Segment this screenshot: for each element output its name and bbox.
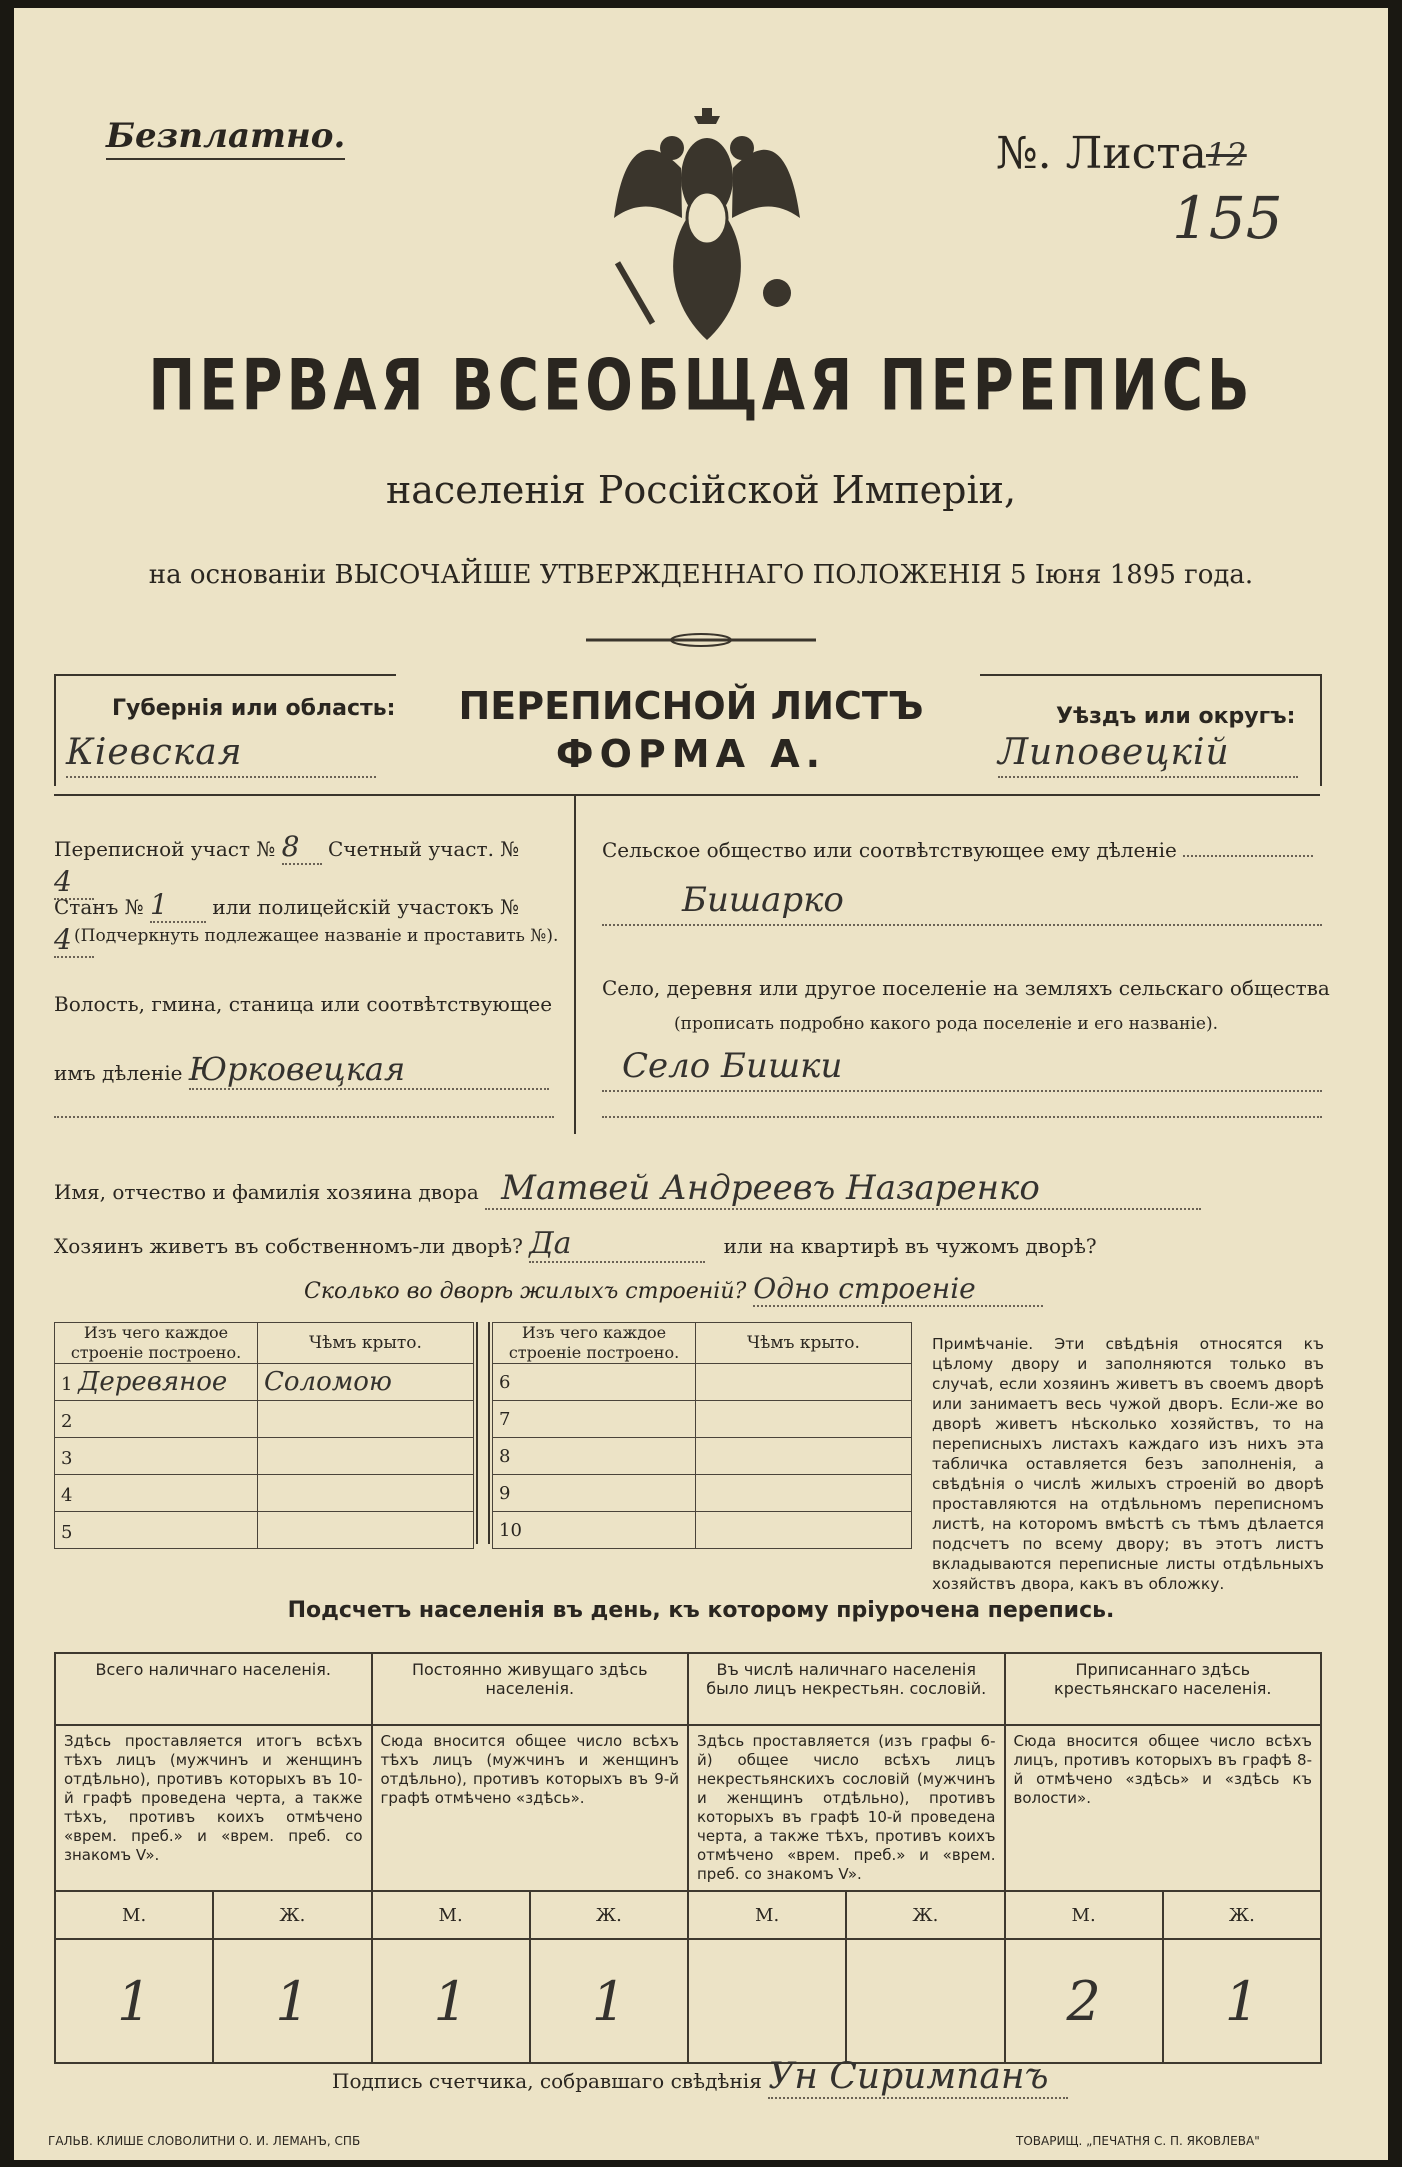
- building-cell-material: [55, 1512, 258, 1549]
- building-row: [493, 1475, 912, 1512]
- population-group-description: Сюда вносится общее число всѣхъ лицъ, противъ которыхъ въ графѣ 8-й отмѣчено «здѣсь» и «здѣсь къ волости».: [1005, 1725, 1322, 1891]
- building-cell-material: [55, 1364, 258, 1401]
- police-label: или полицейскій участокъ №: [212, 895, 520, 919]
- female-count-value: [846, 1939, 1004, 2063]
- footer-right: ТОВАРИЩ. „ПЕЧАТНЯ С. П. ЯКОВЛЕВА": [1016, 2134, 1260, 2148]
- population-table: [54, 1652, 1322, 2064]
- building-number: 6: [499, 1371, 511, 1393]
- province-value: Кіевская: [66, 732, 376, 778]
- owner-value: Матвей Андреевъ Назаренко: [485, 1168, 1201, 1210]
- female-column-header: Ж.: [846, 1891, 1004, 1939]
- female-column-header: Ж.: [213, 1891, 371, 1939]
- sheet-number-crossed: 12: [1206, 136, 1247, 174]
- building-cell-material: [493, 1475, 696, 1512]
- building-roof-value: Соломою: [258, 1364, 474, 1401]
- form-name: ФОРМА А.: [555, 732, 827, 776]
- district-value: Липовецкій: [998, 732, 1298, 778]
- building-cell-material: [493, 1401, 696, 1438]
- building-row: [55, 1401, 474, 1438]
- form-title: ПЕРЕПИСНОЙ ЛИСТЪ: [458, 684, 924, 728]
- population-heading: Подсчетъ населенія въ день, къ которому пріурочена перепись.: [287, 1598, 1115, 1623]
- census-district-value: 8: [282, 830, 322, 865]
- female-column-header: Ж.: [530, 1891, 688, 1939]
- male-column-header: М.: [55, 1891, 213, 1939]
- basis-line: на основаніи ВЫСОЧАЙШЕ УТВЕРЖДЕННАГО ПОЛОЖЕНІЯ 5 Іюня 1895 года.: [148, 560, 1254, 590]
- province-box: [54, 674, 396, 786]
- building-number: 2: [61, 1411, 73, 1432]
- building-roof-value: [696, 1401, 912, 1438]
- population-group-title: Всего наличнаго населенія.: [55, 1653, 372, 1725]
- count-district-value: 4: [54, 865, 94, 900]
- male-count-value: [688, 1939, 846, 2063]
- bt-header-roof-left: Чѣмъ крыто.: [258, 1323, 474, 1364]
- note-paragraph: Примѣчаніе. Эти свѣдѣнія относятся къ цѣлому двору и заполняются только въ случаѣ, если хозяинъ живетъ въ своемъ дворѣ или занимаетъ весь чужой дворъ. Если-же во дворѣ живетъ нѣсколько хозяйствъ, то на переписныхъ листахъ каждаго изъ нихъ эта табличка оставляется безъ заполненія, а свѣдѣнія о числѣ жилыхъ строеній во дворѣ проставляются на отдѣльномъ переписномъ листѣ, на которомъ вмѣстѣ съ тѣмъ дѣлается подсчетъ по всему двору; въ этотъ листъ вкладываются переписные листы отдѣльныхъ хозяйствъ двора, какъ въ обложку.: [932, 1335, 1324, 1593]
- building-number: 8: [499, 1445, 511, 1467]
- population-group-title: Постоянно живущаго здѣсь населенія.: [372, 1653, 689, 1725]
- rural-society-value: Бишарко: [602, 880, 1322, 926]
- building-row: [493, 1512, 912, 1549]
- rural-society-dots: [1183, 855, 1313, 857]
- female-count-value: 1: [213, 1939, 371, 2063]
- sheet-number-text: №. Листа: [996, 128, 1207, 179]
- buildings-table: [54, 1322, 912, 1549]
- male-column-header: М.: [372, 1891, 530, 1939]
- building-cell-material: [493, 1364, 696, 1401]
- building-cell-material: [493, 1512, 696, 1549]
- owner-label: Имя, отчество и фамилія хозяина двора: [54, 1180, 479, 1204]
- volost-extra-line: [54, 1116, 554, 1118]
- district-label: Уѣздъ или округъ:: [1056, 704, 1296, 729]
- building-number: 1: [61, 1374, 73, 1395]
- divider-vertical-mid: [574, 794, 576, 1134]
- population-group-description: Сюда вносится общее число всѣхъ тѣхъ лицъ (мужчинъ и женщинъ отдѣльно), противъ которыхъ въ 9-й графѣ отмѣчено «здѣсь».: [372, 1725, 689, 1891]
- building-cell-material: [55, 1438, 258, 1475]
- buildings-count-row: [304, 1272, 1043, 1307]
- building-number: 10: [499, 1519, 522, 1541]
- rural-society-row: [602, 838, 1322, 862]
- female-count-value: 1: [530, 1939, 688, 2063]
- own-yard-label: Хозяинъ живетъ въ собственномъ-ли дворѣ?: [54, 1234, 523, 1258]
- footer-left: ГАЛЬВ. КЛИШЕ СЛОВОЛИТНИ О. И. ЛЕМАНЪ, СПБ: [48, 2134, 361, 2148]
- building-number: 4: [61, 1485, 73, 1506]
- building-roof-value: [696, 1438, 912, 1475]
- police-value: 4: [54, 923, 94, 958]
- building-roof-value: [696, 1475, 912, 1512]
- building-roof-value: [258, 1512, 474, 1549]
- building-number: 7: [499, 1408, 511, 1430]
- province-label: Губернія или область:: [112, 696, 396, 721]
- village-value: Село Бишки: [602, 1046, 1322, 1092]
- owner-row: [54, 1168, 1320, 1210]
- own-yard-value: Да: [529, 1226, 705, 1263]
- stan-value: 1: [150, 888, 206, 923]
- building-material-value: Деревяное: [78, 1367, 228, 1397]
- buildings-count-label: Сколько во дворѣ жилыхъ строеній?: [304, 1279, 747, 1304]
- stan-row: [54, 888, 554, 958]
- building-number: 9: [499, 1482, 511, 1504]
- building-row: [55, 1364, 474, 1401]
- male-count-value: 2: [1005, 1939, 1163, 2063]
- buildings-count-value: Одно строеніе: [753, 1272, 1043, 1307]
- underline-note: (Подчеркнуть подлежащее названіе и проставить №).: [74, 926, 559, 946]
- coat-of-arms-emblem: [612, 108, 802, 348]
- building-number: 3: [61, 1448, 73, 1469]
- volost-row: [54, 1050, 554, 1090]
- census-sheet: [14, 8, 1388, 2160]
- building-row: [493, 1401, 912, 1438]
- district-box: [980, 674, 1322, 786]
- building-cell-material: [55, 1475, 258, 1512]
- building-row: [55, 1512, 474, 1549]
- bt-header-material-right: Изъ чего каждое строеніе построено.: [493, 1323, 696, 1364]
- census-district-label: Переписной участ №: [54, 837, 276, 861]
- building-roof-value: [696, 1364, 912, 1401]
- signature-value: Ун Сиримпанъ: [768, 2056, 1068, 2099]
- signature-row: [332, 2056, 1112, 2099]
- building-roof-value: [258, 1438, 474, 1475]
- building-roof-value: [258, 1401, 474, 1438]
- building-cell-material: [55, 1401, 258, 1438]
- village-note: (прописать подробно какого рода поселеніе и его названіе).: [674, 1014, 1218, 1034]
- rural-society-label: Сельское общество или соотвѣтствующее ему дѣленіе: [602, 838, 1177, 862]
- volost-value: Юрковецкая: [189, 1050, 549, 1090]
- sheet-number-label: [996, 128, 1207, 179]
- subtitle: населенія Россійской Имперіи,: [385, 468, 1017, 512]
- male-column-header: М.: [688, 1891, 846, 1939]
- building-roof-value: [258, 1475, 474, 1512]
- sheet-number-handwritten: 155: [1172, 184, 1283, 252]
- count-district-label: Счетный участ. №: [328, 837, 520, 861]
- village-extra-line: [602, 1116, 1322, 1118]
- female-column-header: Ж.: [1163, 1891, 1321, 1939]
- female-count-value: 1: [1163, 1939, 1321, 2063]
- male-count-value: 1: [55, 1939, 213, 2063]
- free-label: Безплатно.: [106, 116, 345, 160]
- building-row: [493, 1438, 912, 1475]
- rented-label: или на квартирѣ въ чужомъ дворѣ?: [723, 1234, 1097, 1258]
- main-title: ПЕРВАЯ ВСЕОБЩАЯ ПЕРЕПИСЬ: [148, 345, 1254, 428]
- male-column-header: М.: [1005, 1891, 1163, 1939]
- building-cell-material: [493, 1438, 696, 1475]
- divider-horizontal-top: [54, 794, 1320, 796]
- stan-label: Станъ №: [54, 895, 144, 919]
- volost-label-1: Волость, гмина, станица или соотвѣтствующее: [54, 992, 553, 1016]
- building-row: [55, 1438, 474, 1475]
- signature-label: Подпись счетчика, собравшаго свѣдѣнія: [332, 2069, 762, 2093]
- population-group-title: Въ числѣ наличнаго населенія было лицъ некрестьян. сословій.: [688, 1653, 1005, 1725]
- building-roof-value: [696, 1512, 912, 1549]
- male-count-value: 1: [372, 1939, 530, 2063]
- village-label: Село, деревня или другое поселеніе на земляхъ сельскаго общества: [602, 976, 1330, 1000]
- volost-label-2: имъ дѣленіе: [54, 1061, 183, 1085]
- own-yard-row: [54, 1226, 1320, 1263]
- bt-header-roof-right: Чѣмъ крыто.: [696, 1323, 912, 1364]
- building-row: [55, 1475, 474, 1512]
- building-row: [493, 1364, 912, 1401]
- ornament-divider: [586, 632, 816, 648]
- building-number: 5: [61, 1522, 73, 1543]
- population-group-title: Приписаннаго здѣсь крестьянскаго населенія.: [1005, 1653, 1322, 1725]
- bt-header-material-left: Изъ чего каждое строеніе построено.: [55, 1323, 258, 1364]
- population-group-description: Здѣсь проставляется (изъ графы 6-й) общее число всѣхъ лицъ некрестьянскихъ сословій (мужчинъ и женщинъ отдѣльно), противъ которыхъ въ графѣ 10-й проведена черта, а также тѣхъ, противъ коихъ отмѣчено «врем. преб.» и «врем. преб. со знакомъ V».: [688, 1725, 1005, 1891]
- population-group-description: Здѣсь проставляется итогъ всѣхъ тѣхъ лицъ (мужчинъ и женщинъ отдѣльно), противъ которыхъ въ 10-й графѣ проведена черта, а также тѣхъ, противъ коихъ отмѣчено «врем. преб.» и «врем. преб. со знакомъ V».: [55, 1725, 372, 1891]
